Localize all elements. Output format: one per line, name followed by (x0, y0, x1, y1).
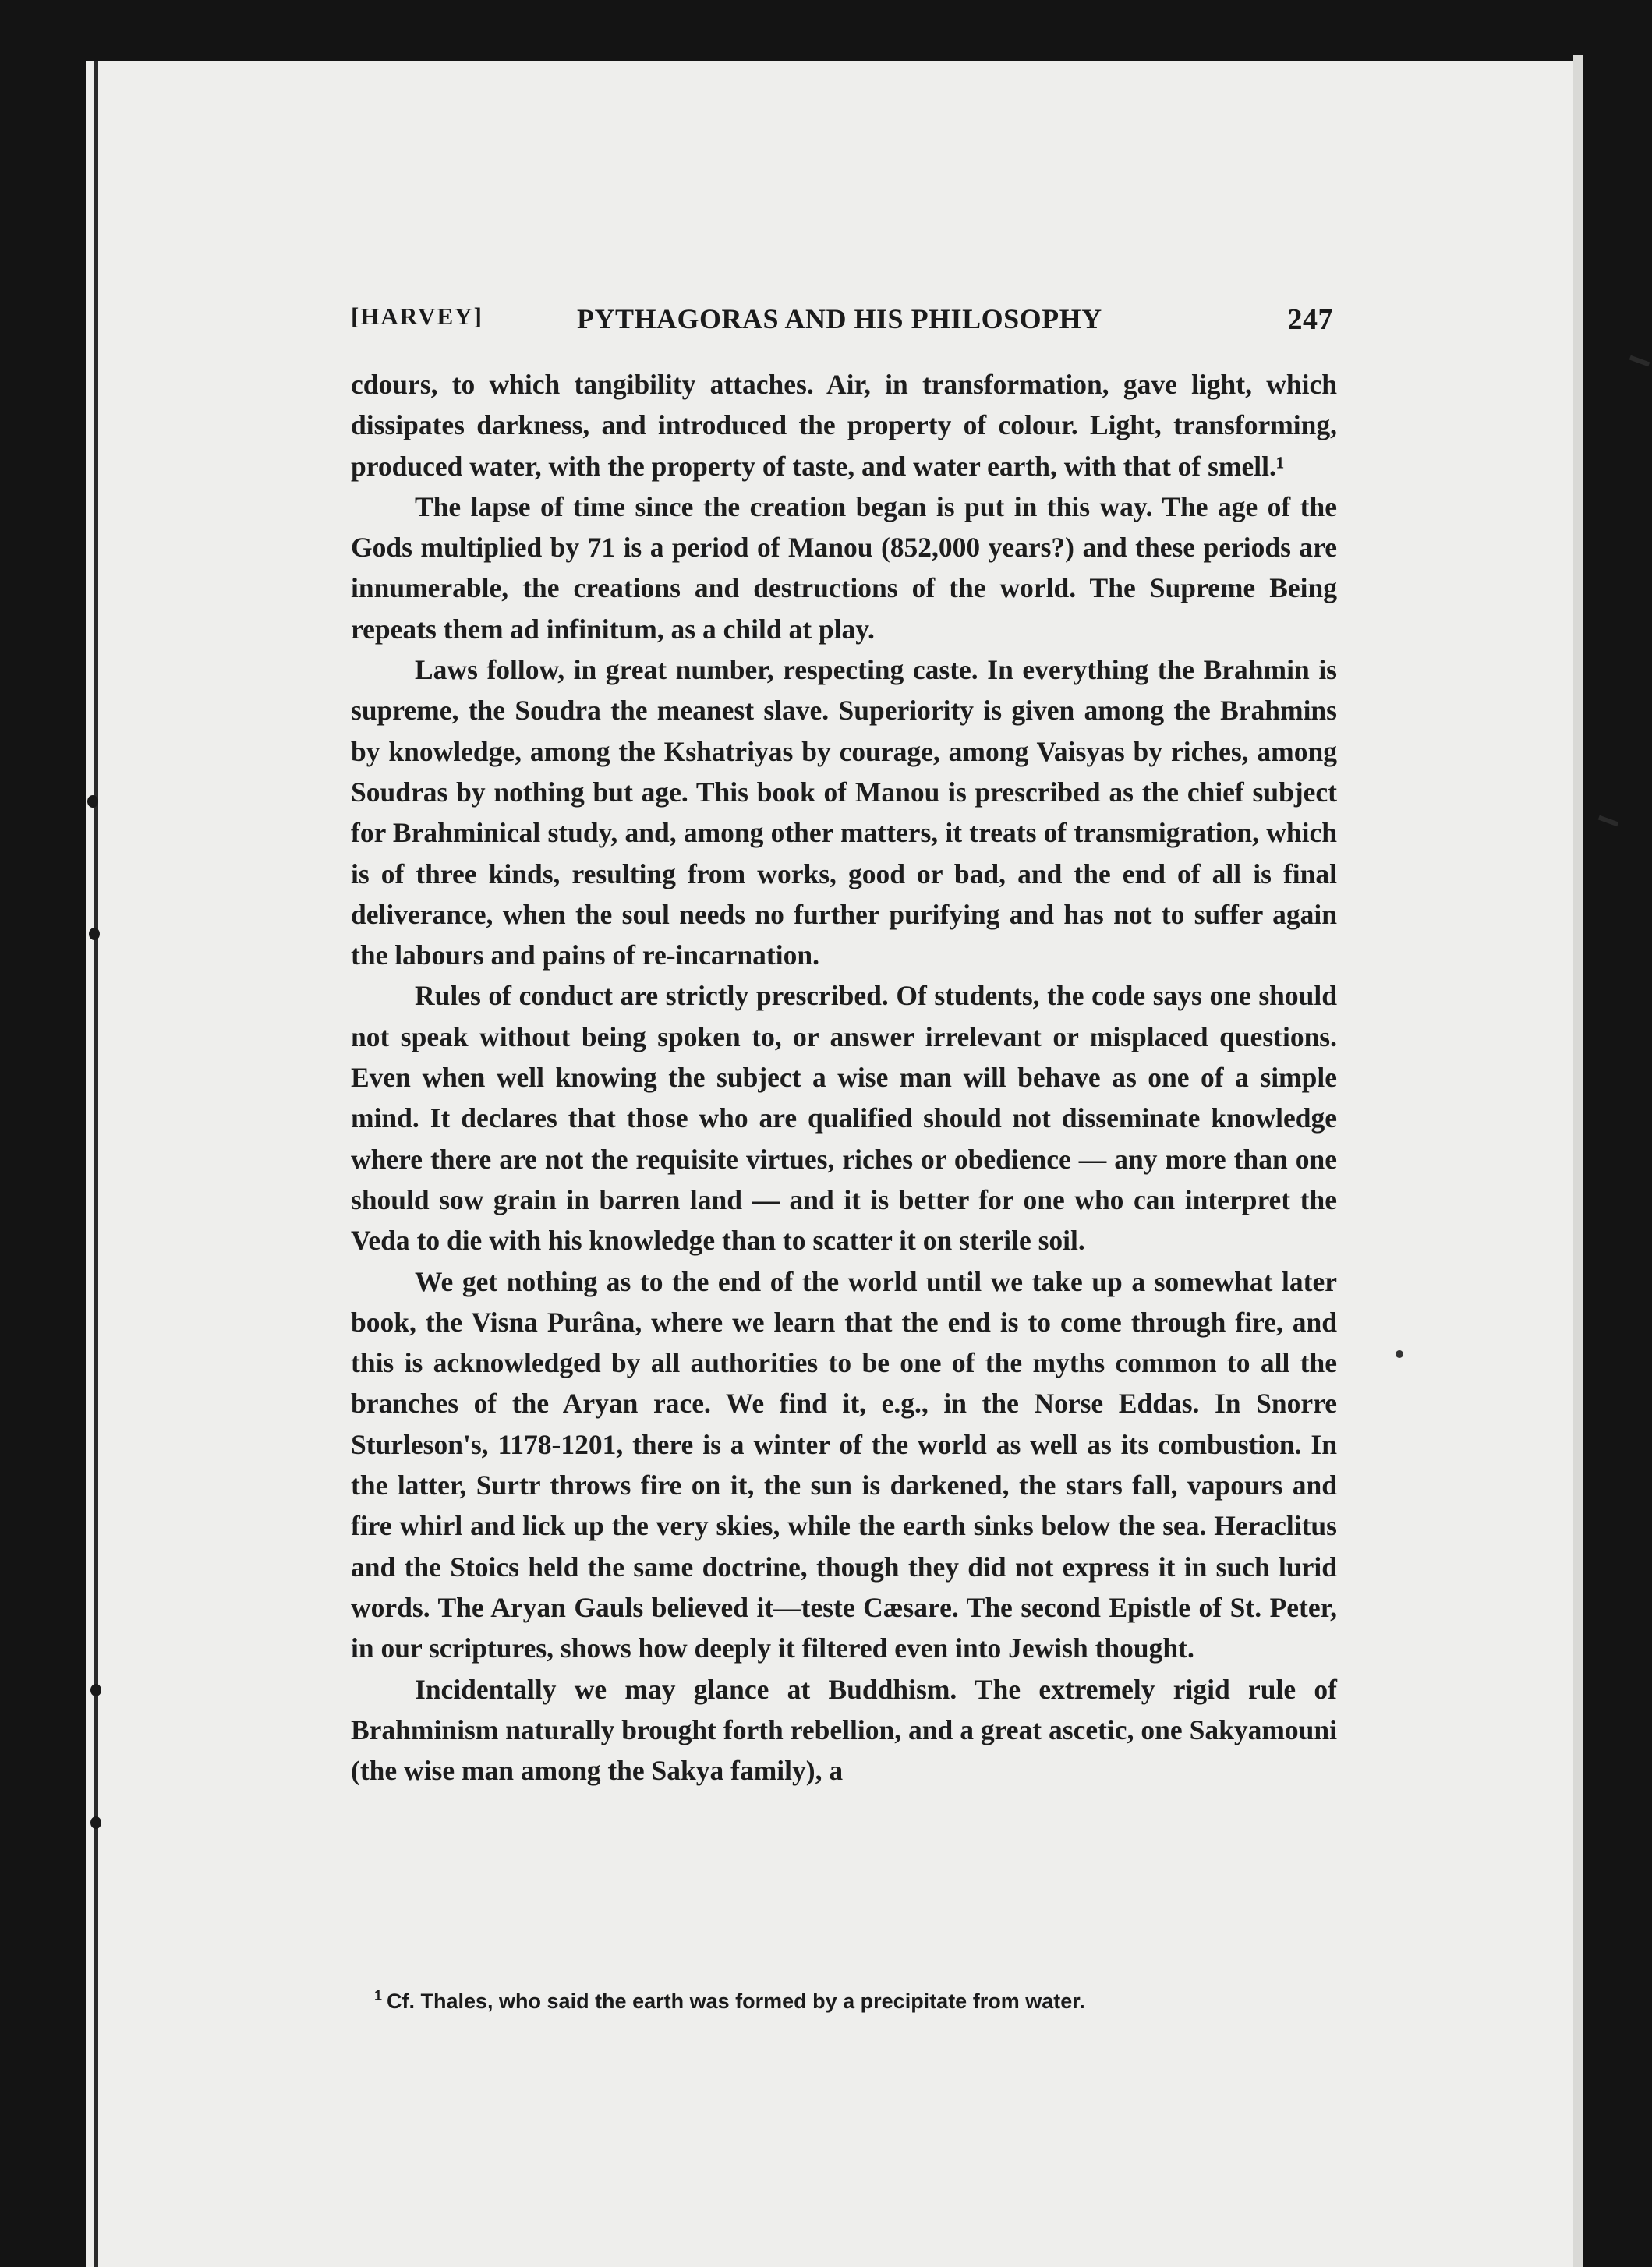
margin-mark (90, 1684, 101, 1696)
footnote-marker: 1 (374, 1988, 383, 2004)
margin-mark (87, 795, 98, 808)
paragraph: cdours, to which tangibility attaches. Air, in transformation, gave light, which dissipates darkness, and introduced the property of colour. Light, transforming, produced water, with the property of taste, and water earth, with that of smell.¹ (351, 369, 1337, 482)
edge-mark (1629, 355, 1650, 367)
footnote (351, 1982, 1357, 2015)
page-edge (1573, 55, 1583, 2267)
body-text (351, 364, 1337, 1791)
margin-mark (90, 1816, 101, 1829)
page-number: 247 (1287, 303, 1333, 336)
paragraph: Incidentally we may glance at Buddhism. The extremely rigid rule of Brahminism naturally brought forth rebellion, and a great ascetic, one Sakyamouni (the wise man among the Sakya family), a (351, 1673, 1337, 1787)
paragraph: We get nothing as to the end of the world until we take up a somewhat later book, the Visna Purâna, where we learn that the end is to come through fire, and this is acknowledged by all authorities to be one of the myths common to all the branches of the Aryan race. We find it, e.g., in the Norse Eddas. In Snorre Sturleson's, 1178-1201, there is a winter of the world as well as its combustion. In the latter, Surtr throws fire on it, the sun is darkened, the stars fall, vapours and fire whirl and lick up the very skies, while the earth sinks below the sea. Heraclitus and the Stoics held the same doctrine, though they did not express it in such lurid words. The Aryan Gauls believed it—teste Cæsare. The second Epistle of St. Peter, in our scriptures, shows how deeply it filtered even into Jewish thought. (351, 1265, 1337, 1664)
author-tag: [HARVEY] (351, 302, 483, 330)
footnote-text: Cf. Thales, who said the earth was formed by a precipitate from water. (387, 1989, 1085, 2013)
margin-mark (89, 928, 100, 940)
paragraph: The lapse of time since the creation began is put in this way. The age of the Gods multiplied by 71 is a period of Manou (852,000 years?) and these periods are innumerable, the creations and destructions of the world. The Supreme Being repeats them ad infinitum, as a child at play. (351, 490, 1337, 645)
page-title: PYTHAGORAS AND HIS PHILOSOPHY (577, 303, 1102, 334)
paragraph: Laws follow, in great number, respecting caste. In everything the Brahmin is supreme, the Soudra the meanest slave. Superiority is given among the Brahmins by knowledge, among the Kshatriyas by courage, among Vaisyas by riches, among Soudras by nothing but age. This book of Manou is prescribed as the chief subject for Brahminical study, and, among other matters, it treats of transmigration, which is of three kinds, resulting from works, good or bad, and the end of all is final deliverance, when the soul needs no further purifying and has not to suffer again the labours and pains of re-incarnation. (351, 654, 1337, 971)
running-head (351, 302, 1333, 341)
paragraph: Rules of conduct are strictly prescribed. Of students, the code says one should not speak without being spoken to, or answer irrelevant or misplaced questions. Even when well knowing the subject a wise man will behave as one of a simple mind. It declares that those who are qualified should not disseminate knowledge where there are not the requisite virtues, riches or obedience — any more than one should sow grain in barren land — and it is better for one who can interpret the Veda to die with his knowledge than to scatter it on sterile soil. (351, 980, 1337, 1257)
edge-dot (1396, 1350, 1403, 1358)
edge-mark (1598, 815, 1618, 827)
gutter-rule (94, 61, 98, 2267)
